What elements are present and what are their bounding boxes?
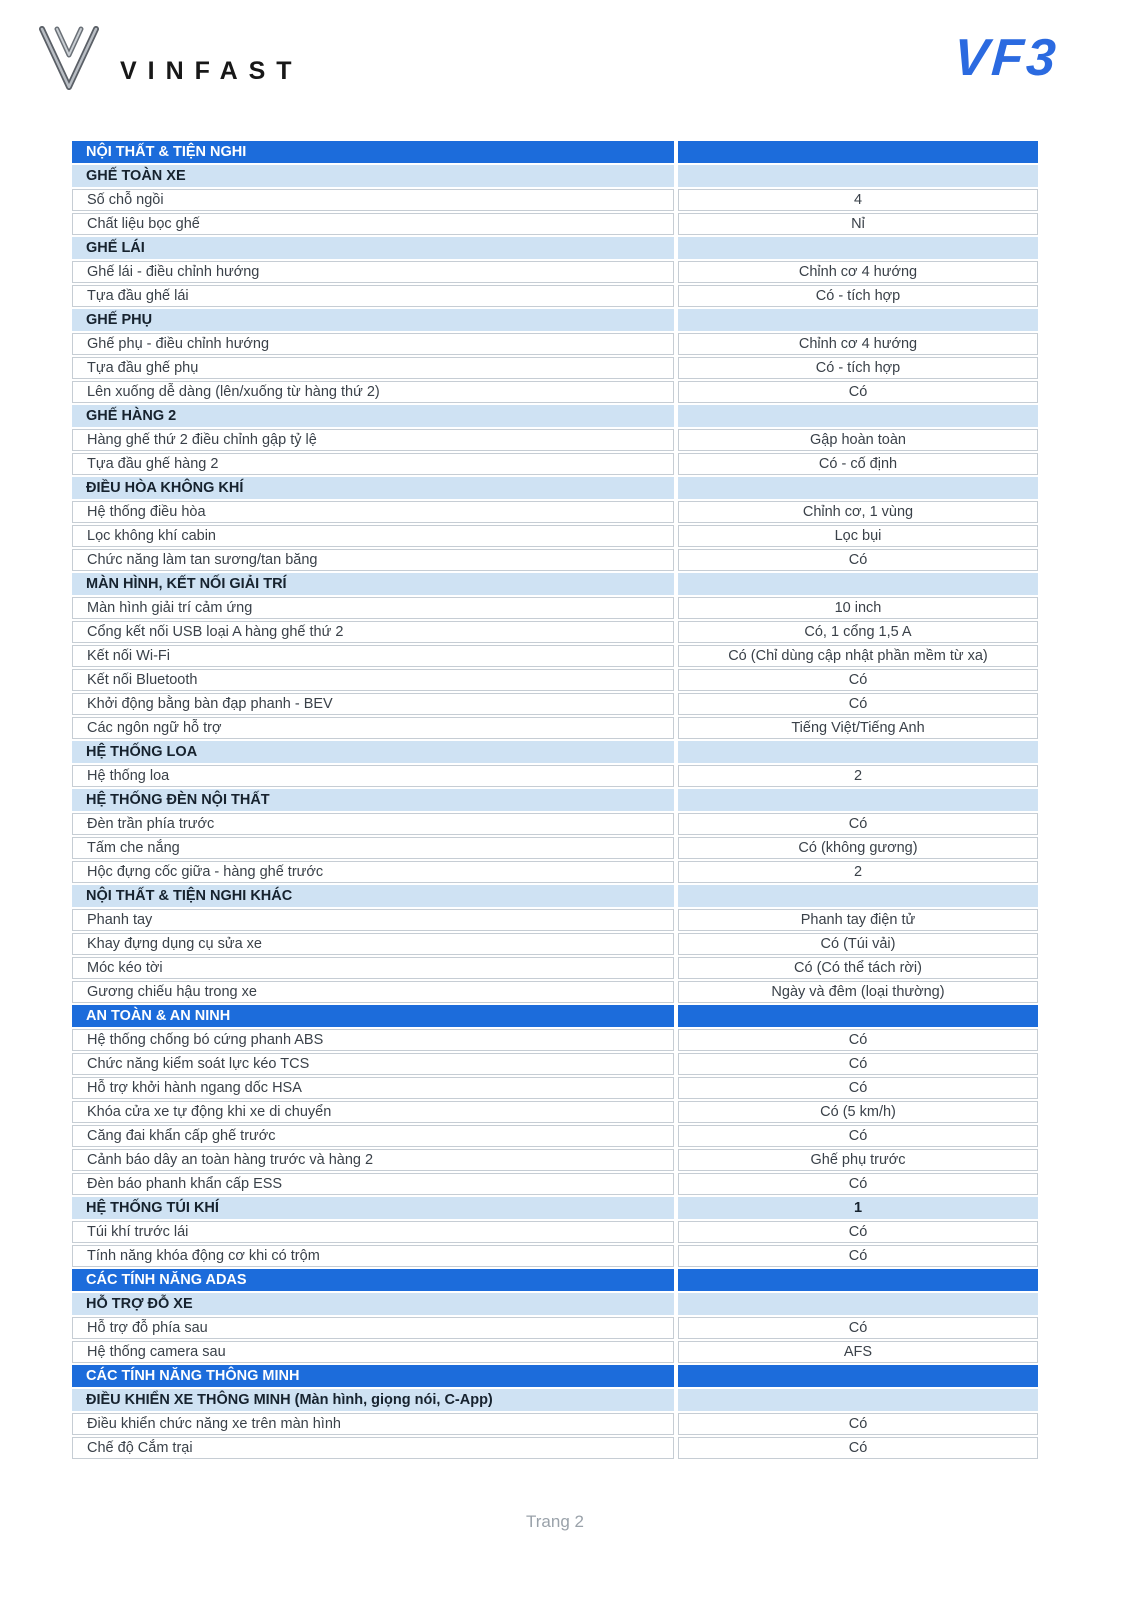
vf3-model-logo: VF3	[951, 29, 1061, 87]
table-row	[72, 837, 1038, 859]
table-row	[72, 1077, 1038, 1099]
spec-value-cell: Lọc bụi	[678, 525, 1038, 547]
table-row	[72, 1389, 1038, 1411]
spec-value-cell: Có	[678, 813, 1038, 835]
spec-value-cell	[678, 741, 1038, 763]
spec-label-cell: Số chỗ ngồi	[72, 189, 674, 211]
spec-label-cell: HỆ THỐNG ĐÈN NỘI THẤT	[72, 789, 674, 811]
spec-label-cell: GHẾ TOÀN XE	[72, 165, 674, 187]
table-row	[72, 813, 1038, 835]
spec-value-cell: Có	[678, 1413, 1038, 1435]
table-row	[72, 525, 1038, 547]
spec-label-cell: Hỗ trợ khởi hành ngang dốc HSA	[72, 1077, 674, 1099]
spec-label-cell: Các ngôn ngữ hỗ trợ	[72, 717, 674, 739]
table-row	[72, 861, 1038, 883]
table-row	[72, 429, 1038, 451]
spec-value-cell: Có	[678, 1221, 1038, 1243]
spec-value-cell: Có	[678, 1437, 1038, 1459]
table-row	[72, 597, 1038, 619]
table-row	[72, 573, 1038, 595]
table-row	[72, 285, 1038, 307]
spec-value-cell: Có	[678, 1125, 1038, 1147]
table-row	[72, 1221, 1038, 1243]
spec-label-cell: Ghế lái - điều chỉnh hướng	[72, 261, 674, 283]
spec-value-cell: Gập hoàn toàn	[678, 429, 1038, 451]
spec-label-cell: CÁC TÍNH NĂNG ADAS	[72, 1269, 674, 1291]
table-row	[72, 1365, 1038, 1387]
spec-value-cell: Có (Có thể tách rời)	[678, 957, 1038, 979]
table-row	[72, 789, 1038, 811]
spec-value-cell: 2	[678, 765, 1038, 787]
spec-value-cell: Có	[678, 549, 1038, 571]
spec-value-cell: Tiếng Việt/Tiếng Anh	[678, 717, 1038, 739]
spec-label-cell: Lọc không khí cabin	[72, 525, 674, 547]
spec-value-cell	[678, 141, 1038, 163]
spec-value-cell: Có	[678, 1173, 1038, 1195]
spec-table	[72, 141, 1038, 1461]
spec-label-cell: GHẾ HÀNG 2	[72, 405, 674, 427]
spec-label-cell: HỆ THỐNG LOA	[72, 741, 674, 763]
table-row	[72, 1413, 1038, 1435]
spec-label-cell: MÀN HÌNH, KẾT NỐI GIẢI TRÍ	[72, 573, 674, 595]
spec-label-cell: Hàng ghế thứ 2 điều chỉnh gập tỷ lệ	[72, 429, 674, 451]
table-row	[72, 1101, 1038, 1123]
table-row	[72, 357, 1038, 379]
spec-value-cell: Có	[678, 1077, 1038, 1099]
table-row	[72, 1053, 1038, 1075]
spec-label-cell: Hệ thống loa	[72, 765, 674, 787]
spec-label-cell: Tựa đầu ghế phụ	[72, 357, 674, 379]
table-row	[72, 453, 1038, 475]
table-row	[72, 141, 1038, 163]
spec-label-cell: ĐIỀU KHIỂN XE THÔNG MINH (Màn hình, giọng nói, C-App)	[72, 1389, 674, 1411]
table-row	[72, 1341, 1038, 1363]
spec-value-cell: Có	[678, 1317, 1038, 1339]
table-row	[72, 165, 1038, 187]
spec-value-cell: Có (Túi vải)	[678, 933, 1038, 955]
table-row	[72, 1197, 1038, 1219]
table-row	[72, 477, 1038, 499]
table-row	[72, 189, 1038, 211]
spec-label-cell: Kết nối Bluetooth	[72, 669, 674, 691]
table-row	[72, 1005, 1038, 1027]
table-row	[72, 309, 1038, 331]
table-row	[72, 765, 1038, 787]
spec-label-cell: CÁC TÍNH NĂNG THÔNG MINH	[72, 1365, 674, 1387]
spec-label-cell: Hệ thống chống bó cứng phanh ABS	[72, 1029, 674, 1051]
spec-label-cell: Móc kéo tời	[72, 957, 674, 979]
spec-label-cell: HỆ THỐNG TÚI KHÍ	[72, 1197, 674, 1219]
table-row	[72, 1293, 1038, 1315]
spec-value-cell: Có	[678, 1029, 1038, 1051]
spec-value-cell	[678, 789, 1038, 811]
spec-label-cell: GHẾ LÁI	[72, 237, 674, 259]
table-row	[72, 333, 1038, 355]
spec-value-cell	[678, 165, 1038, 187]
spec-label-cell: Chất liệu bọc ghế	[72, 213, 674, 235]
spec-label-cell: Lên xuống dễ dàng (lên/xuống từ hàng thứ 2)	[72, 381, 674, 403]
spec-value-cell	[678, 573, 1038, 595]
spec-value-cell: Nỉ	[678, 213, 1038, 235]
spec-value-cell	[678, 1365, 1038, 1387]
spec-value-cell: 1	[678, 1197, 1038, 1219]
table-row	[72, 693, 1038, 715]
spec-value-cell: Có	[678, 381, 1038, 403]
table-row	[72, 717, 1038, 739]
spec-value-cell: Phanh tay điện tử	[678, 909, 1038, 931]
spec-label-cell: Tựa đầu ghế lái	[72, 285, 674, 307]
spec-label-cell: Hệ thống điều hòa	[72, 501, 674, 523]
table-row	[72, 645, 1038, 667]
spec-value-cell: Có (Chỉ dùng cập nhật phần mềm từ xa)	[678, 645, 1038, 667]
table-row	[72, 741, 1038, 763]
spec-value-cell: Có	[678, 693, 1038, 715]
spec-label-cell: AN TOÀN & AN NINH	[72, 1005, 674, 1027]
spec-value-cell: Chỉnh cơ, 1 vùng	[678, 501, 1038, 523]
spec-label-cell: Chức năng làm tan sương/tan băng	[72, 549, 674, 571]
table-row	[72, 1029, 1038, 1051]
spec-value-cell: Chỉnh cơ 4 hướng	[678, 333, 1038, 355]
spec-value-cell: 2	[678, 861, 1038, 883]
spec-value-cell	[678, 477, 1038, 499]
spec-label-cell: Khóa cửa xe tự động khi xe di chuyển	[72, 1101, 674, 1123]
table-row	[72, 1437, 1038, 1459]
table-row	[72, 405, 1038, 427]
spec-label-cell: GHẾ PHỤ	[72, 309, 674, 331]
brand-wordmark: VINFAST	[120, 57, 303, 85]
table-row	[72, 237, 1038, 259]
spec-label-cell: Chức năng kiểm soát lực kéo TCS	[72, 1053, 674, 1075]
spec-value-cell	[678, 1389, 1038, 1411]
spec-value-cell	[678, 237, 1038, 259]
spec-label-cell: NỘI THẤT & TIỆN NGHI KHÁC	[72, 885, 674, 907]
spec-label-cell: HỖ TRỢ ĐỖ XE	[72, 1293, 674, 1315]
spec-value-cell	[678, 309, 1038, 331]
spec-label-cell: Gương chiếu hậu trong xe	[72, 981, 674, 1003]
spec-label-cell: Tấm che nắng	[72, 837, 674, 859]
table-row	[72, 549, 1038, 571]
table-row	[72, 981, 1038, 1003]
spec-value-cell: Ghế phụ trước	[678, 1149, 1038, 1171]
spec-value-cell: AFS	[678, 1341, 1038, 1363]
spec-value-cell: Có	[678, 1245, 1038, 1267]
table-row	[72, 261, 1038, 283]
spec-value-cell: 10 inch	[678, 597, 1038, 619]
spec-value-cell: Có - tích hợp	[678, 285, 1038, 307]
spec-label-cell: Căng đai khẩn cấp ghế trước	[72, 1125, 674, 1147]
table-row	[72, 669, 1038, 691]
spec-label-cell: Tựa đầu ghế hàng 2	[72, 453, 674, 475]
spec-value-cell: Có - tích hợp	[678, 357, 1038, 379]
spec-label-cell: NỘI THẤT & TIỆN NGHI	[72, 141, 674, 163]
spec-value-cell: Có - cố định	[678, 453, 1038, 475]
spec-value-cell: Có	[678, 669, 1038, 691]
spec-value-cell: Có	[678, 1053, 1038, 1075]
spec-label-cell: Cổng kết nối USB loại A hàng ghế thứ 2	[72, 621, 674, 643]
table-row	[72, 501, 1038, 523]
vinfast-logo	[38, 26, 303, 95]
spec-value-cell	[678, 1269, 1038, 1291]
vinfast-chevron-icon	[38, 26, 100, 95]
table-row	[72, 1317, 1038, 1339]
table-row	[72, 1173, 1038, 1195]
spec-value-cell: 4	[678, 189, 1038, 211]
spec-value-cell: Có, 1 cổng 1,5 A	[678, 621, 1038, 643]
spec-label-cell: Hộc đựng cốc giữa - hàng ghế trước	[72, 861, 674, 883]
table-row	[72, 909, 1038, 931]
spec-value-cell	[678, 1293, 1038, 1315]
spec-label-cell: Màn hình giải trí cảm ứng	[72, 597, 674, 619]
spec-label-cell: Phanh tay	[72, 909, 674, 931]
table-row	[72, 933, 1038, 955]
table-row	[72, 213, 1038, 235]
table-row	[72, 957, 1038, 979]
page-header	[38, 26, 1061, 95]
spec-label-cell: Đèn trần phía trước	[72, 813, 674, 835]
table-row	[72, 885, 1038, 907]
spec-label-cell: Khay đựng dụng cụ sửa xe	[72, 933, 674, 955]
spec-label-cell: ĐIỀU HÒA KHÔNG KHÍ	[72, 477, 674, 499]
spec-label-cell: Kết nối Wi-Fi	[72, 645, 674, 667]
spec-label-cell: Đèn báo phanh khẩn cấp ESS	[72, 1173, 674, 1195]
table-row	[72, 1245, 1038, 1267]
table-row	[72, 621, 1038, 643]
page-number: Trang 2	[526, 1512, 584, 1531]
spec-value-cell	[678, 885, 1038, 907]
spec-label-cell: Ghế phụ - điều chỉnh hướng	[72, 333, 674, 355]
table-row	[72, 1125, 1038, 1147]
spec-label-cell: Chế độ Cắm trại	[72, 1437, 674, 1459]
spec-value-cell: Chỉnh cơ 4 hướng	[678, 261, 1038, 283]
spec-label-cell: Khởi động bằng bàn đạp phanh - BEV	[72, 693, 674, 715]
spec-label-cell: Hỗ trợ đỗ phía sau	[72, 1317, 674, 1339]
spec-value-cell: Có (5 km/h)	[678, 1101, 1038, 1123]
spec-label-cell: Cảnh báo dây an toàn hàng trước và hàng 2	[72, 1149, 674, 1171]
table-row	[72, 381, 1038, 403]
spec-value-cell: Ngày và đêm (loại thường)	[678, 981, 1038, 1003]
spec-value-cell	[678, 1005, 1038, 1027]
table-row	[72, 1149, 1038, 1171]
spec-label-cell: Điều khiển chức năng xe trên màn hình	[72, 1413, 674, 1435]
table-row	[72, 1269, 1038, 1291]
spec-label-cell: Hệ thống camera sau	[72, 1341, 674, 1363]
spec-label-cell: Túi khí trước lái	[72, 1221, 674, 1243]
spec-label-cell: Tính năng khóa động cơ khi có trộm	[72, 1245, 674, 1267]
spec-value-cell: Có (không gương)	[678, 837, 1038, 859]
spec-value-cell	[678, 405, 1038, 427]
